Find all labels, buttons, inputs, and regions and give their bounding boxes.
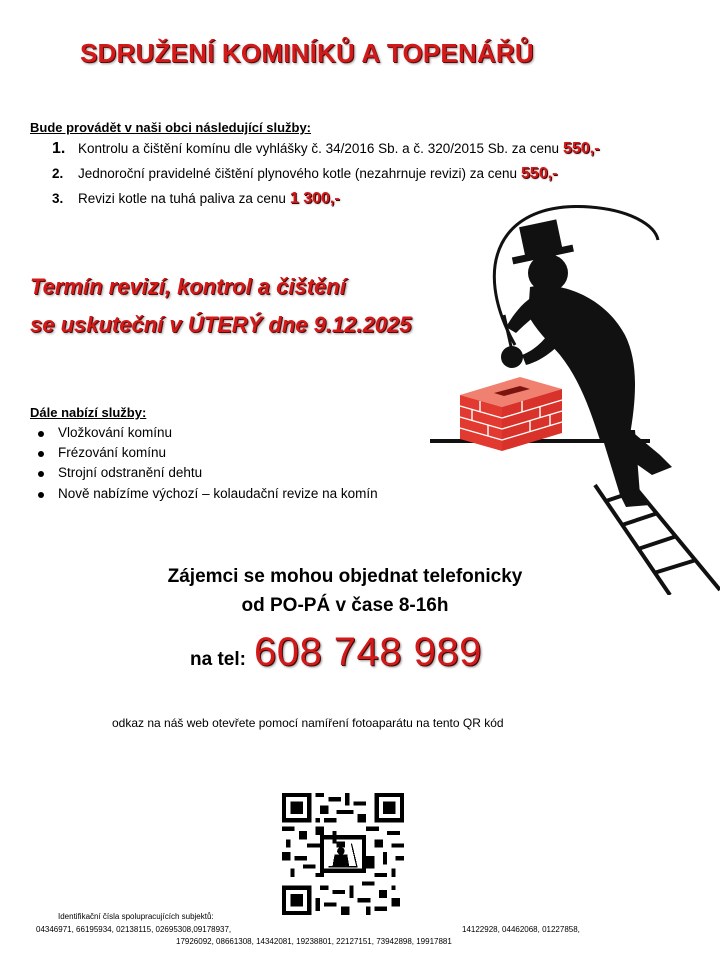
ids-line-1-right: 14122928, 04462068, 01227858, bbox=[462, 925, 580, 934]
more-service-item: Nově nabízíme výchozí – kolaudační revize na komín bbox=[58, 486, 378, 501]
service-item-3 bbox=[52, 190, 340, 208]
order-line-2: od PO-PÁ v čase 8-16h bbox=[241, 595, 449, 616]
phone-label: na tel: bbox=[190, 649, 246, 670]
ids-line-1-left: 04346971, 66195934, 02138115, 02695308,09178937, bbox=[36, 925, 232, 934]
services-heading: Bude provádět v naši obci následující služby: bbox=[30, 120, 312, 135]
phone-number[interactable]: 608 748 989 bbox=[253, 630, 482, 674]
qr-note: odkaz na náš web otevřete pomocí namíření fotoaparátu na tento QR kód bbox=[112, 716, 504, 730]
service-text: Kontrolu a čištění komínu dle vyhlášky č. 34/2016 Sb. a č. 320/2015 Sb. za cenu bbox=[78, 141, 560, 156]
chimney-sweep-silhouette-icon bbox=[430, 206, 720, 595]
qr-code[interactable] bbox=[282, 793, 404, 915]
service-price: 550,- bbox=[521, 165, 558, 182]
page-title: SDRUŽENÍ KOMINÍKŮ A TOPENÁŘŮ bbox=[80, 38, 534, 68]
more-service-item: Vložkování komínu bbox=[58, 425, 173, 440]
more-service-item: Strojní odstranění dehtu bbox=[58, 465, 203, 480]
term-line-2: se uskuteční v ÚTERÝ dne 9.12.2025 bbox=[30, 312, 412, 337]
service-price: 1 300,- bbox=[289, 190, 340, 207]
term-line-1: Termín revizí, kontrol a čištění bbox=[30, 274, 346, 299]
service-number: 1. bbox=[52, 140, 66, 157]
service-number: 2. bbox=[52, 166, 64, 181]
ids-line-2: 17926092, 08661308, 14342081, 19238801, 22127151, 73942898, 19917881 bbox=[176, 937, 452, 946]
service-price: 550,- bbox=[563, 140, 600, 157]
service-item-2 bbox=[52, 165, 557, 183]
order-line-1: Zájemci se mohou objednat telefonicky bbox=[167, 566, 523, 587]
more-service-item: Frézování komínu bbox=[58, 445, 167, 460]
chimney-sweep-illustration bbox=[430, 205, 720, 595]
more-services-heading: Dále nabízí služby: bbox=[30, 405, 147, 420]
service-text: Revizi kotle na tuhá paliva za cenu bbox=[78, 191, 286, 206]
ids-heading: Identifikační čísla spolupracujících subjektů: bbox=[58, 912, 214, 921]
service-item-1 bbox=[52, 140, 600, 158]
service-number: 3. bbox=[52, 191, 64, 206]
service-text: Jednoroční pravidelné čištění plynového kotle (nezahrnuje revizi) za cenu bbox=[78, 166, 518, 181]
phone-row bbox=[190, 630, 482, 675]
